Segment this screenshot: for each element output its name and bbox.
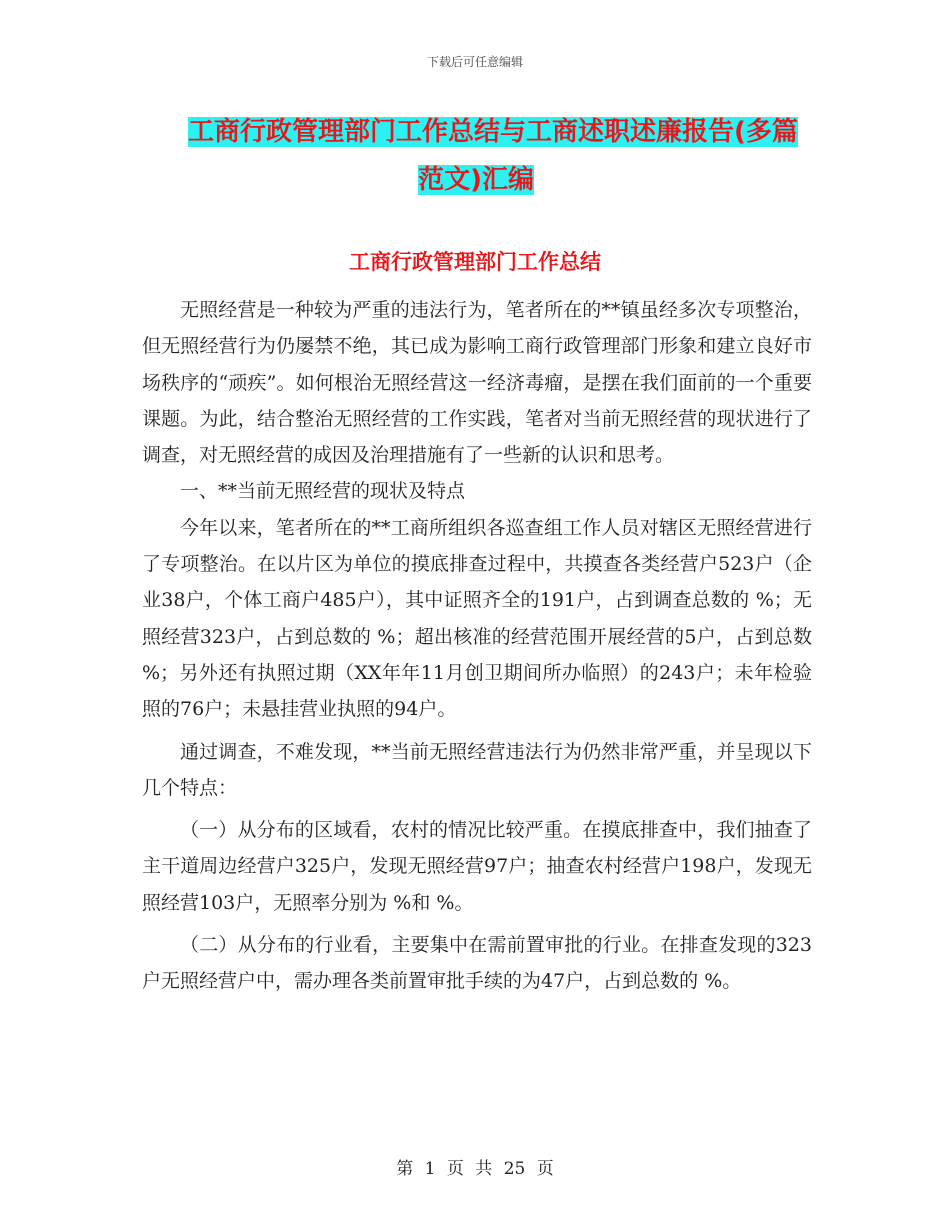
document-title [188,108,812,204]
title-line-2: 范文)汇编 [418,165,534,195]
header-note: 下载后可任意编辑 [426,55,523,69]
paragraph-feature-2: （二）从分布的行业看，主要集中在需前置审批的行业。在排查发现的323户无照经营户中，需办理各类前置审批手续的为47户，占到总数的 %。 [142,934,812,993]
title-line-1: 工商行政管理部门工作总结与工商述职述廉报告(多篇 [188,117,798,147]
paragraph-heading-1: 一、**当前无照经营的现状及特点 [180,480,466,503]
document-body [142,292,812,1000]
paragraph-intro: 无照经营是一种较为严重的违法行为，笔者所在的**镇虽经多次专项整治，但无照经营行为仍屡禁不绝，其已成为影响工商行政管理部门形象和建立良好市场秩序的“顽疾”。如何根治无照经营这一经济毒瘤，是摆在我们面前的一个重要课题。为此，结合整治无照经营的工作实践，笔者对当前无照经营的现状进行了调查，对无照经营的成因及治理措施有了一些新的认识和思考。 [142,299,812,467]
page-footer: 第 1 页 共 25 页 [396,1159,554,1179]
paragraph-survey: 今年以来，笔者所在的**工商所组织各巡查组工作人员对辖区无照经营进行了专项整治。在以片区为单位的摸底排查过程中，共摸查各类经营户523户（企业38户，个体工商户485户），其中证照齐全的191户，占到调查总数的 %；无照经营323户，占到总数的 %；超出核准的经营范围开展经营的5户，占到总数 %；另外还有执照过期（XX年年11月创卫期间所办临照）的243户；未年检验照的76户；未悬挂营业执照的94户。 [142,516,812,721]
section-title: 工商行政管理部门工作总结 [349,250,601,274]
paragraph-features-intro: 通过调查，不难发现，**当前无照经营违法行为仍然非常严重，并呈现以下几个特点： [142,740,812,799]
paragraph-feature-1: （一）从分布的区域看，农村的情况比较严重。在摸底排查中，我们抽查了主干道周边经营户325户，发现无照经营97户；抽查农村经营户198户，发现无照经营103户，无照率分别为 %和 %。 [142,819,812,914]
